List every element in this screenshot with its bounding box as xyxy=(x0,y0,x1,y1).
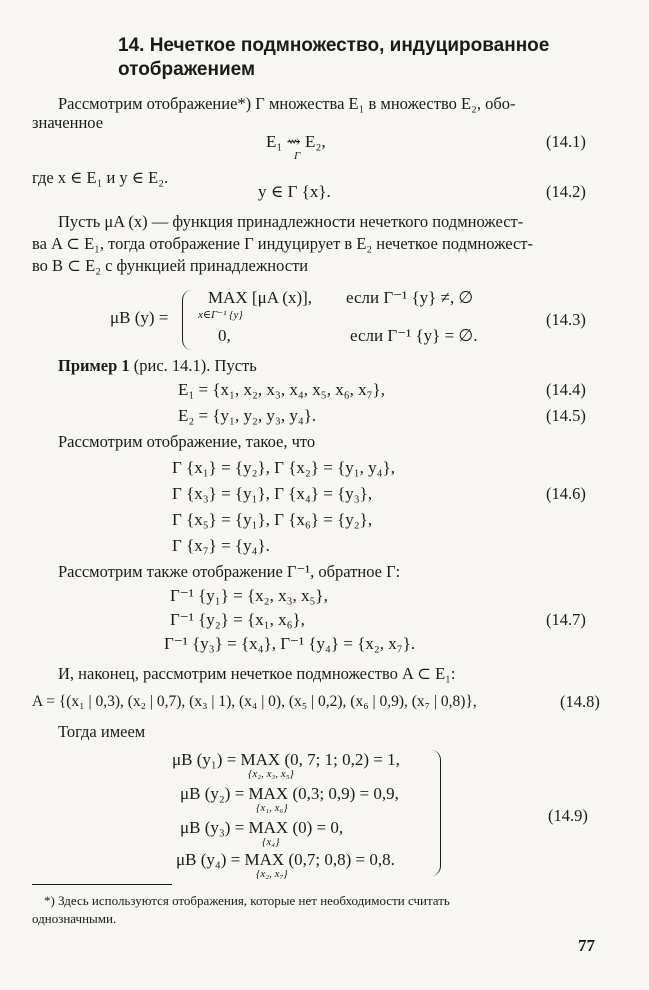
paragraph-mapping: Рассмотрим отображение, такое, что xyxy=(58,432,316,451)
paragraph-finally: И, наконец, рассмотрим нечеткое подмножество A ⊂ E₁: xyxy=(58,664,456,683)
equation-number-14-3: (14.3) xyxy=(546,310,586,329)
equation-14-4: E₁ = {x₁, x₂, x₃, x₄, x₅, x₆, x₇}, xyxy=(178,380,385,399)
equation-14-3-case1-under: x∈Г⁻¹ {y} xyxy=(198,309,243,321)
paragraph-intro-line2: значенное xyxy=(32,113,104,132)
paragraph-then: Тогда имеем xyxy=(58,722,146,741)
section-title: 14. Нечеткое подмножество, индуцированное отображением xyxy=(118,35,550,80)
equation-14-5: E₂ = {y₁, y₂, y₃, y₄}. xyxy=(178,406,317,425)
paragraph-let-line3: во B ⊂ E₂ с функцией принадлежности xyxy=(32,256,309,275)
equation-number-14-6: (14.6) xyxy=(546,484,586,503)
equation-14-9-line1: μB (y₁) = MAX (0, 7; 1; 0,2) = 1, xyxy=(172,750,400,769)
equation-14-9-line2: μB (y₂) = MAX (0,3; 0,9) = 0,9, xyxy=(180,784,399,803)
equation-14-1-under: Г xyxy=(294,150,301,162)
page-number: 77 xyxy=(578,936,595,955)
equation-14-6-line4: Г {x₇} = {y₄}. xyxy=(172,536,270,555)
paragraph-intro-line1: Рассмотрим отображение*) Г множества E₁ в множество E₂, обо- xyxy=(58,94,516,113)
paragraph-where: где x ∈ E₁ и y ∈ E₂. xyxy=(32,168,169,187)
equation-14-3-case1: MAX [μA (x)], xyxy=(208,288,313,307)
paragraph-let-line1: Пусть μA (x) — функция принадлежности нечеткого подмножест- xyxy=(58,212,524,231)
paragraph-let-line2: ва A ⊂ E₁, тогда отображение Г индуцирует в E₂ нечеткое подмножест- xyxy=(32,234,534,253)
equation-14-3-case2: 0, xyxy=(218,326,231,345)
equation-14-1: E₁ ⇝ E₂, xyxy=(266,132,326,151)
footnote-rule xyxy=(32,884,172,885)
example-label: Пример 1 xyxy=(58,356,130,375)
equation-14-6-line2: Г {x₃} = {y₁}, Г {x₄} = {y₃}, xyxy=(172,484,373,503)
equation-14-7-line2: Г⁻¹ {y₂} = {x₁, x₆}, xyxy=(170,610,305,629)
footnote-line1: *) Здесь используются отображения, которые нет необходимости считать xyxy=(44,893,450,908)
equation-14-7-line3: Г⁻¹ {y₃} = {x₄}, Г⁻¹ {y₄} = {x₂, x₇}. xyxy=(164,634,416,653)
example-rest: (рис. 14.1). Пусть xyxy=(129,356,257,375)
footnote-line2: однозначными. xyxy=(32,911,117,926)
equation-14-3-cond2: если Г⁻¹ {y} = ∅. xyxy=(350,326,478,345)
equation-14-2: y ∈ Г {x}. xyxy=(258,182,331,201)
equation-number-14-2: (14.2) xyxy=(546,182,586,201)
equation-14-9-line3-under: {x₄} xyxy=(262,836,280,848)
equation-14-6-line1: Г {x₁} = {y₂}, Г {x₂} = {y₁, y₄}, xyxy=(172,458,395,477)
equation-14-9-line4-under: {x₂, x₇} xyxy=(256,868,288,880)
equation-14-3-cond1: если Г⁻¹ {y} ≠, ∅ xyxy=(346,288,474,307)
equation-14-7-line1: Г⁻¹ {y₁} = {x₂, x₃, x₅}, xyxy=(170,586,328,605)
equation-14-9-brace xyxy=(430,750,441,876)
equation-number-14-4: (14.4) xyxy=(546,380,586,399)
example-line xyxy=(58,356,257,376)
equation-number-14-8: (14.8) xyxy=(560,692,600,711)
equation-number-14-9: (14.9) xyxy=(548,806,588,825)
equation-number-14-1: (14.1) xyxy=(546,132,586,151)
equation-14-6-line3: Г {x₅} = {y₁}, Г {x₆} = {y₂}, xyxy=(172,510,373,529)
paragraph-inverse: Рассмотрим также отображение Г⁻¹, обратное Г: xyxy=(58,562,401,581)
equation-14-8: A = {(x₁ | 0,3), (x₂ | 0,7), (x₃ | 1), (x₄ | 0), (x₅ | 0,2), (x₆ | 0,9), (x₇ | 0,8)}, xyxy=(32,693,477,710)
equation-number-14-7: (14.7) xyxy=(546,610,586,629)
equation-14-9-line3: μB (y₃) = MAX (0) = 0, xyxy=(180,818,344,837)
equation-14-9-line2-under: {x₁, x₆} xyxy=(256,802,288,814)
equation-14-9-line4: μB (y₄) = MAX (0,7; 0,8) = 0,8. xyxy=(176,850,395,869)
equation-14-3-brace xyxy=(182,290,195,350)
equation-number-14-5: (14.5) xyxy=(546,406,586,425)
equation-14-3-left: μB (y) = xyxy=(110,308,169,327)
equation-14-9-line1-under: {x₂, x₃, x₅} xyxy=(248,768,294,780)
